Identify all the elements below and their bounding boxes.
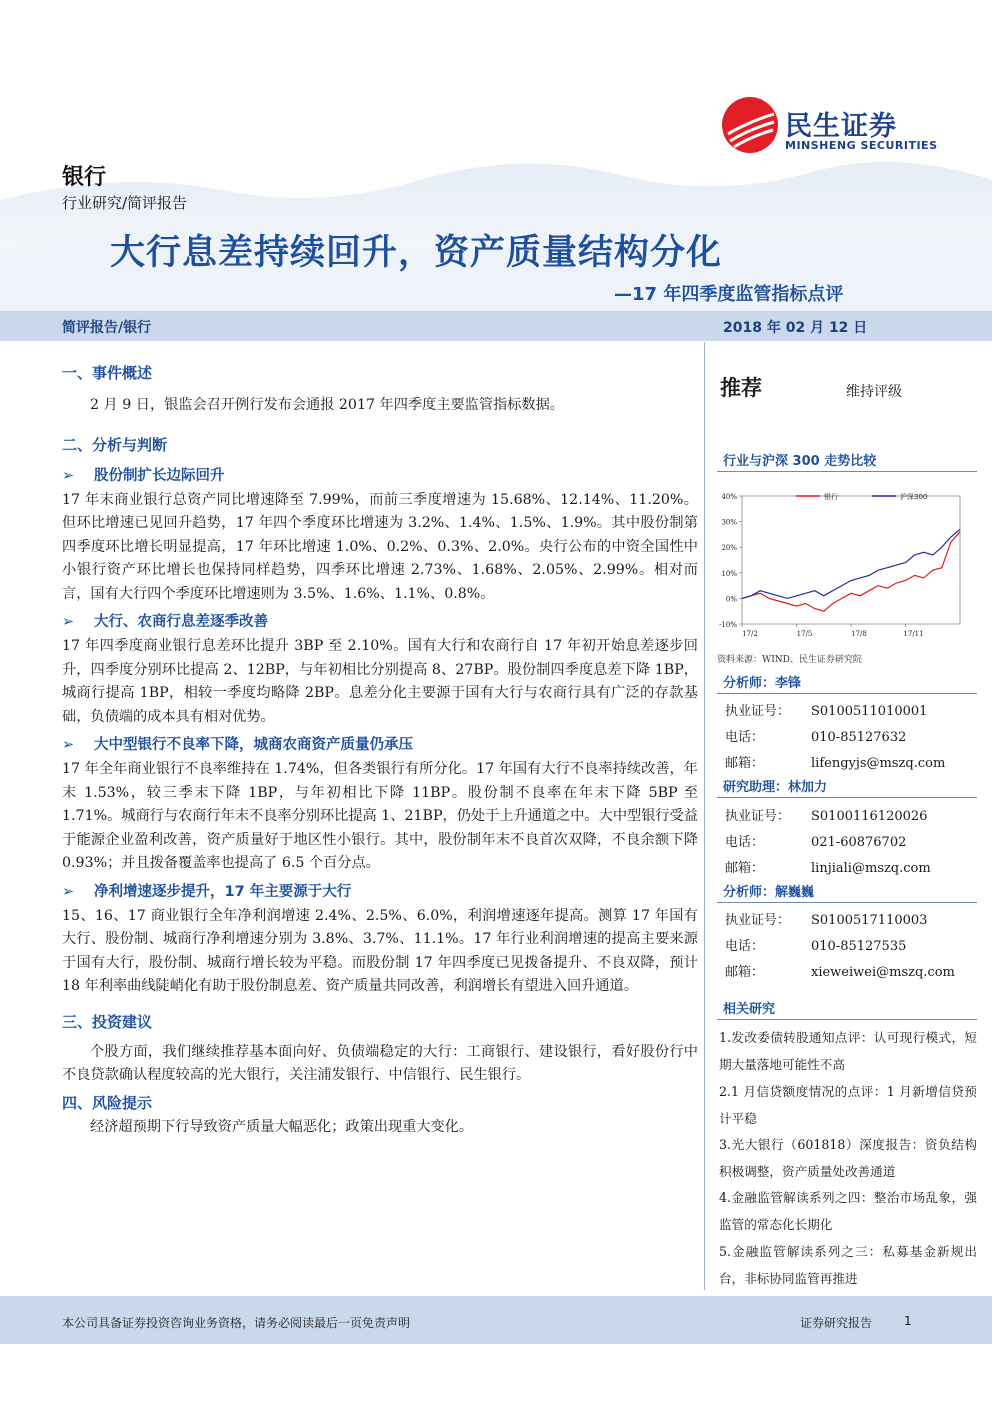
- related-item[interactable]: 3.光大银行（601818）深度报告：资负结构积极调整，资产质量处改善通道: [719, 1137, 977, 1179]
- section-paragraph: 2 月 9 日，银监会召开例行发布会通报 2017 年四季度主要监管指标数据。: [90, 397, 564, 413]
- section-paragraph: 经济超预期下行导致资产质量大幅恶化；政策出现重大变化。: [90, 1118, 474, 1135]
- series-line-1: [742, 529, 960, 598]
- x-tick-label: 17/11: [903, 630, 924, 638]
- report-date: 2018 年 02 月 12 日: [723, 320, 868, 336]
- related-item[interactable]: 2.1 月信贷额度情况的点评：1 月新增信贷预计平稳: [719, 1084, 977, 1126]
- section-heading: 四、风险提示: [62, 1093, 153, 1112]
- analyst-row: 执业证号： S0100517110003: [725, 913, 928, 928]
- analyst-email[interactable]: 邮箱： linjiali@mszq.com: [725, 861, 931, 876]
- x-tick-label: 17/5: [796, 630, 813, 638]
- analyst-row: 执业证号： S0100511010001: [725, 704, 928, 719]
- analysis-item-heading: ➢ 股份制扩长边际回升: [62, 464, 698, 489]
- chart-source: 资料来源：WIND、民生证券研究院: [717, 655, 862, 665]
- analysis-item-text: 17 年四季度商业银行息差环比提升 3BP 至 2.10%。国有大行和农商行自 17 年初开始息差逐步回升，四季度分别环比提高 2、12BP，与年初相比分别提高 8、27BP。股份制四季度息差下降 1BP，城商行提高 1BP，相较一季度均略降 2BP。息差分化主要源于国有大行与农商行具有广泛的存款基础，负债端的成本具有相对优势。: [62, 638, 698, 725]
- analysis-item: [62, 880, 698, 999]
- analyst-heading: 研究助理：林加力: [717, 776, 977, 798]
- page-number: 1: [904, 1314, 912, 1328]
- analysis-item: [62, 464, 698, 607]
- y-tick-label: 10%: [721, 569, 737, 578]
- rating-note: 维持评级: [846, 384, 902, 400]
- related-item[interactable]: 5.金融监管解读系列之三：私募基金新规出台，非标协同监管再推进: [719, 1244, 977, 1286]
- related-heading: 相关研究: [717, 998, 977, 1020]
- section-heading: 二、分析与判断: [62, 435, 168, 454]
- y-tick-label: 30%: [721, 518, 737, 527]
- related-item[interactable]: 1.发改委债转股通知点评：认可现行模式，短期大量落地可能性不高: [719, 1030, 977, 1072]
- chart-frame: [742, 496, 960, 624]
- analyst-row: 电话： 010-85127535: [725, 939, 907, 954]
- analyst-email[interactable]: 邮箱： xieweiwei@mszq.com: [725, 965, 955, 980]
- analysis-item-heading: ➢ 大行、农商行息差逐季改善: [62, 610, 698, 635]
- analysis-item-text: 17 年末商业银行总资产同比增速降至 7.99%，而前三季度增速为 15.68%、12.14%、11.20%。但环比增速已见回升趋势，17 年四个季度环比增速为 3.2%、1.4%、1.5%、1.9%。其中股份制第四季度环比增长明显提高，17 年环比增速 1.0%、0.2%、0.3%、2.0%。央行公布的中资全国性中小银行资产环比增长也保持同样趋势，四季环比增速 2.73%、1.68%、2.05%、2.99%。相对而言，国有大行四个季度环比增速则为 3.5%、1.6%、1.1%、0.8%。: [62, 491, 698, 602]
- y-tick-label: 0%: [725, 595, 737, 604]
- footer-disclaimer: 本公司具备证券投资咨询业务资格，请务必阅读最后一页免责声明: [62, 1316, 411, 1330]
- analysis-item: [62, 733, 698, 876]
- y-tick-label: 40%: [721, 493, 737, 501]
- logo-text: 民生证券: [785, 111, 897, 142]
- main-content: [62, 360, 698, 1139]
- analyst-row: 执业证号： S0100116120026: [725, 809, 928, 824]
- trend-chart: [714, 484, 982, 644]
- report-type: 简评报告/银行: [62, 320, 152, 336]
- y-tick-label: 20%: [721, 544, 737, 553]
- footer-label: 证券研究报告: [800, 1316, 873, 1330]
- section-paragraph: 个股方面，我们继续推荐基本面向好、负债端稳定的大行：工商银行、建设银行，看好股份行中不良贷款确认程度较高的光大银行，关注浦发银行、中信银行、民生银行。: [62, 1043, 698, 1083]
- analyst-heading: 分析师：李锋: [717, 672, 977, 694]
- arrow-icon: ➢: [62, 614, 75, 630]
- analyst-row: 电话： 021-60876702: [725, 835, 907, 850]
- section-heading: 三、投资建议: [62, 1012, 153, 1031]
- arrow-icon: ➢: [62, 467, 75, 484]
- analysis-item-text: 17 年全年商业银行不良率维持在 1.74%，但各类银行有所分化。17 年国有大行不良率持续改善，年末 1.53%，较三季末下降 1BP，与年初相比下降 11BP。股份制不良率在年末下降 5BP 至 1.71%。城商行与农商行年末不良率分别环比提高 1、21BP，仍处于上升通道之中。大中型银行受益于能源企业盈利改善，资产质量好于地区性小银行。其中，股份制年末不良首次双降，不良余额下降 0.93%；并且拨备覆盖率也提高了 6.5 个百分点。: [62, 761, 698, 871]
- column-divider: [704, 342, 705, 1290]
- related-item[interactable]: 4.金融监管解读系列之四：整治市场乱象，强监管的常态化长期化: [719, 1190, 977, 1232]
- x-tick-label: 17/2: [742, 630, 758, 638]
- logo-subtitle: MINSHENG SECURITIES: [785, 139, 938, 152]
- report-subtitle: —17 年四季度监管指标点评: [614, 284, 844, 305]
- rating-value: 推荐: [720, 376, 762, 400]
- report-category: 行业研究/简评报告: [62, 194, 188, 212]
- arrow-icon: ➢: [62, 883, 75, 900]
- analyst-heading: 分析师：解巍巍: [717, 881, 977, 903]
- section-heading: 一、事件概述: [62, 364, 153, 382]
- legend-label: 沪深300: [900, 493, 928, 501]
- x-tick-label: 17/8: [851, 630, 867, 638]
- analysis-item: [62, 610, 698, 729]
- analyst-email[interactable]: 邮箱： lifengyjs@mszq.com: [725, 756, 946, 771]
- analysis-item-heading: ➢ 净利增速逐步提升，17 年主要源于大行: [62, 880, 698, 905]
- arrow-icon: ➢: [62, 737, 75, 753]
- chart-heading: 行业与沪深 300 走势比较: [717, 450, 977, 472]
- legend-label: 银行: [824, 493, 838, 501]
- analysis-item-text: 15、16、17 商业银行全年净利润增速 2.4%、2.5%、6.0%，利润增速逐年提高。测算 17 年国有大行、股份制、城商行净利增速分别为 3.8%、3.7%、11.1%。17 年行业利润增速的提高主要来源于国有大行，股份制、城商行增长较为平稳。而股份制 17 年四季度已见拨备提升、不良双降，预计 18 年利率曲线陡峭化有助于股份制息差、资产质量共同改善，利润增长有望进入回升通道。: [62, 907, 698, 994]
- analysis-item-heading: ➢ 大中型银行不良率下降，城商农商资产质量仍承压: [62, 733, 698, 758]
- analyst-row: 电话： 010-85127632: [725, 730, 907, 745]
- y-tick-label: -10%: [719, 621, 737, 629]
- series-line-0: [742, 532, 960, 611]
- report-title: 大行息差持续回升，资产质量结构分化: [110, 233, 723, 273]
- industry-label: 银行: [62, 165, 107, 190]
